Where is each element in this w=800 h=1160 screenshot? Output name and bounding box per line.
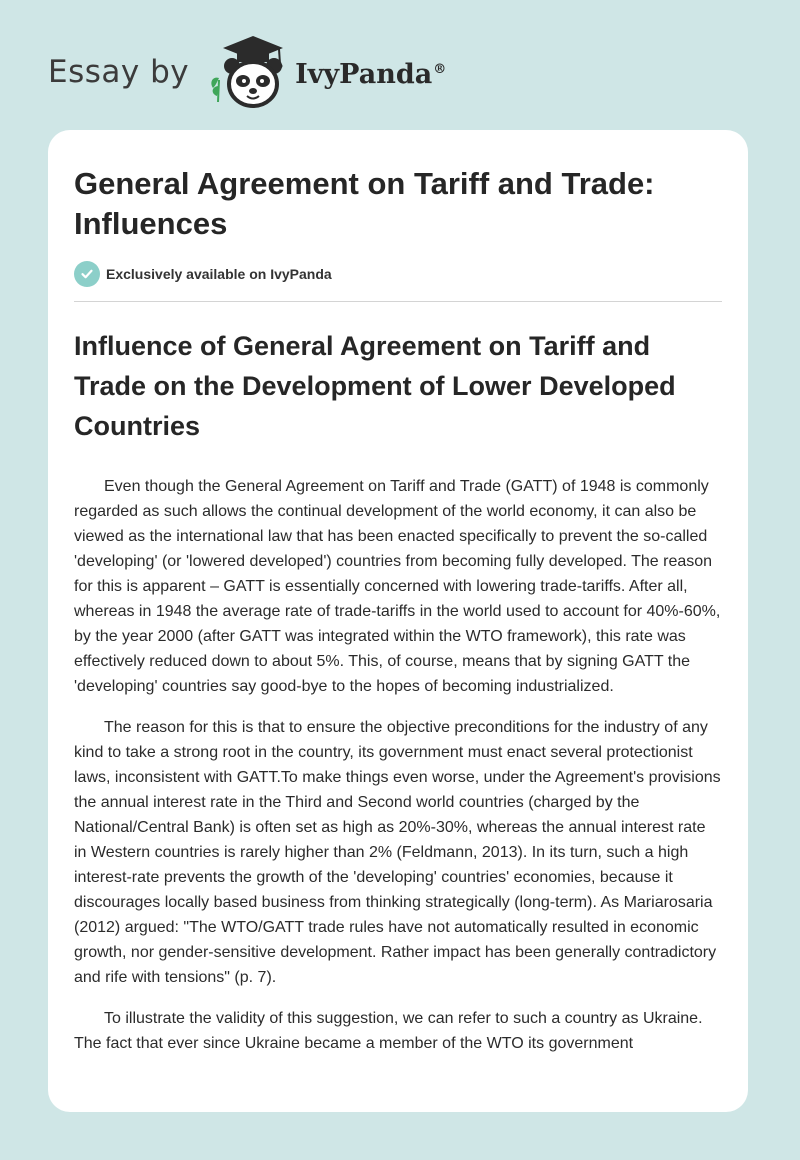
section-heading: Influence of General Agreement on Tariff and Trade on the Development of Lower Developed Countries — [74, 331, 676, 441]
page-title: General Agreement on Tariff and Trade: Influences — [74, 166, 655, 241]
badge-text: Exclusively available on IvyPanda — [106, 266, 332, 282]
brand-header[interactable] — [48, 32, 446, 112]
paragraph: The reason for this is that to ensure the objective preconditions for the industry of any kind to take a strong root in the country, its government must enact several protectionist laws, inconsistent with GATT.To make things even worse, under the Agreement's provisions the annual interest rate in the Third and Second world countries (charged by the National/Central Bank) is often set as high as 20%-30%, whereas the annual interest rate in Western countries is rarely higher than 2% (Feldmann, 2013). In its turn, such a high interest-rate prevents the growth of the 'developing' countries' economies, because it discourages locally based business from thinking strategically (long-term). As Mariarosaria (2012) argued: "The WTO/GATT trade rules have not automatically resulted in economic growth, nor gender-sensitive development. Rather impact has been generally contradictory and rife with tensions" (p. 7). — [74, 719, 721, 986]
article-content — [48, 164, 748, 1056]
paragraph: Even though the General Agreement on Tariff and Trade (GATT) of 1948 is commonly regarded as such allows the continual development of the world economy, it can also be viewed as the international law that has been enacted specifically to prevent the so-called 'developing' (or 'lowered developed') countries from becoming fully developed. The reason for this is apparent – GATT is essentially concerned with lowering trade-tariffs. After all, whereas in 1948 the average rate of trade-tariffs in the world used to account for 40%-60%, by the year 2000 (after GATT was integrated within the WTO framework), this rate was effectively reduced down to about 5%. This, of course, means that by signing GATT the 'developing' countries say good-bye to the hopes of becoming industrialized. — [74, 478, 721, 695]
divider — [74, 301, 722, 302]
panda-graduate-icon — [203, 32, 293, 112]
brand-prefix: Essay by — [48, 54, 190, 90]
paragraph: To illustrate the validity of this suggestion, we can refer to such a country as Ukraine. The fact that ever since Ukraine became a member of the WTO its government — [74, 1010, 703, 1052]
registered-mark: ® — [433, 61, 447, 77]
exclusive-badge — [74, 261, 722, 287]
article-card — [48, 130, 748, 1112]
check-circle-icon — [74, 261, 100, 287]
brand-name-text: IvyPanda — [295, 58, 433, 90]
brand-name — [295, 59, 446, 90]
